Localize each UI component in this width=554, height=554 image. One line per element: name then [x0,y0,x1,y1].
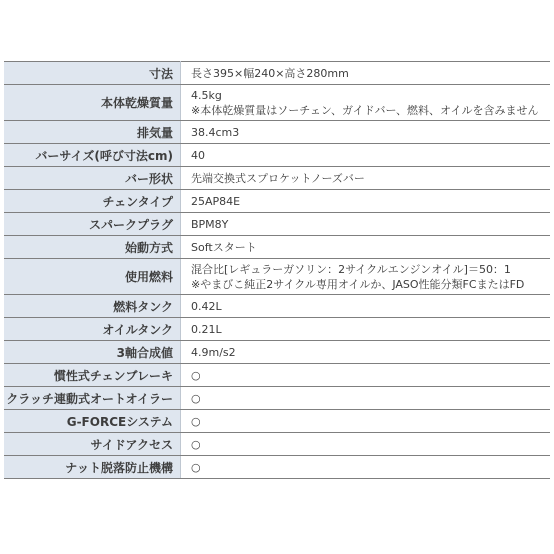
spec-value [181,259,551,295]
spec-value-line: ○ [191,460,201,474]
spec-label: オイルタンク [4,318,181,341]
spec-row [4,190,550,213]
spec-label: サイドアクセス [4,433,181,456]
spec-label: ナット脱落防止機構 [4,456,181,479]
spec-row [4,236,550,259]
spec-value-line: 4.5kg [191,88,222,102]
spec-label: スパークプラグ [4,213,181,236]
spec-value-line: 混合比[レギュラーガソリン：2サイクルエンジンオイル]＝50：1 [191,262,511,276]
spec-row [4,456,550,479]
spec-value-line: ※本体乾燥質量はソーチェン、ガイドバー、燃料、オイルを含みません [191,103,539,117]
spec-value [181,433,551,456]
spec-label: 3軸合成値 [4,341,181,364]
spec-value [181,144,551,167]
spec-row [4,295,550,318]
spec-row [4,433,550,456]
spec-value-line: 長さ395×幅240×高さ280mm [191,66,349,80]
spec-label: クラッチ連動式オートオイラー [4,387,181,410]
spec-row [4,341,550,364]
spec-row [4,387,550,410]
spec-value-line: ○ [191,391,201,405]
spec-value [181,456,551,479]
spec-row [4,259,550,295]
spec-label: バー形状 [4,167,181,190]
spec-label: G-FORCEシステム [4,410,181,433]
spec-row [4,410,550,433]
spec-value-line: ○ [191,368,201,382]
spec-row [4,62,550,85]
spec-row [4,213,550,236]
spec-value [181,236,551,259]
spec-value-line: ○ [191,437,201,451]
spec-label: チェンタイプ [4,190,181,213]
spec-value [181,318,551,341]
spec-value-line: 0.21L [191,322,222,336]
spec-value [181,213,551,236]
spec-label: バーサイズ(呼び寸法cm) [4,144,181,167]
spec-value-line: 25AP84E [191,194,241,208]
spec-label: 始動方式 [4,236,181,259]
spec-table [4,61,550,479]
spec-label: 慣性式チェンブレーキ [4,364,181,387]
spec-value [181,295,551,318]
spec-row [4,121,550,144]
spec-value [181,341,551,364]
spec-value-line: 先端交換式スプロケットノーズバー [191,171,365,185]
spec-value-line: ※やまびこ純正2サイクル専用オイルか、JASO性能分類FCまたはFD [191,277,525,291]
spec-row [4,144,550,167]
spec-row [4,364,550,387]
spec-value [181,410,551,433]
spec-label: 本体乾燥質量 [4,85,181,121]
spec-label: 燃料タンク [4,295,181,318]
spec-label: 寸法 [4,62,181,85]
spec-value-line: BPM8Y [191,217,229,231]
spec-value [181,387,551,410]
spec-value-line: Softスタート [191,240,257,254]
spec-value [181,121,551,144]
spec-row [4,85,550,121]
spec-label: 使用燃料 [4,259,181,295]
spec-value [181,364,551,387]
spec-value-line: 0.42L [191,299,222,313]
spec-value-line: 40 [191,148,205,162]
spec-row [4,167,550,190]
spec-label: 排気量 [4,121,181,144]
spec-value [181,167,551,190]
spec-row [4,318,550,341]
spec-value [181,190,551,213]
spec-value [181,62,551,85]
spec-value-line: ○ [191,414,201,428]
spec-value-line: 38.4cm3 [191,125,240,139]
spec-value-line: 4.9m/s2 [191,345,236,359]
spec-value [181,85,551,121]
spec-table-body [4,62,550,479]
